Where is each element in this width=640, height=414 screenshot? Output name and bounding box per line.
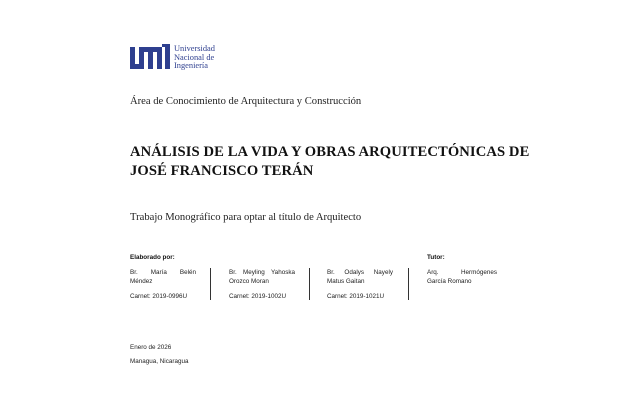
knowledge-area: Área de Conocimiento de Arquitectura y Construcción [130,96,362,107]
logo-line-2: Nacional de [174,52,215,62]
author-name-line-2: Méndez [130,277,153,285]
author-divider [408,268,409,300]
author-name [130,269,196,286]
author-carnet: Carnet: 2019-0996U [130,293,188,301]
document-subtitle: Trabajo Monográfico para optar al título de Arquitecto [130,212,362,223]
title-line-1: ANÁLISIS DE LA VIDA Y OBRAS ARQUITECTÓNICAS DE [130,144,530,160]
author-2 [229,269,295,302]
author-name [229,269,295,286]
tutor-block [427,269,497,286]
author-name-line-2: Orozco Moran [229,277,269,285]
author-name-line-2: Matus Gaitan [327,277,365,285]
tutor-name-line-2: García Romano [427,277,472,285]
author-name [327,269,393,286]
elaborado-label: Elaborado por: [130,254,175,261]
uni-logo-icon [130,44,170,72]
university-logo [130,44,215,72]
document-date: Enero de 2026 [130,344,172,351]
tutor-name-line-1: Arq. Hermógenes [427,269,497,276]
author-carnet: Carnet: 2019-1002U [229,293,287,301]
document-place: Managua, Nicaragua [130,358,189,365]
author-divider [309,268,310,300]
author-name-line-1: Br. Meyling Yahoska [229,269,295,276]
document-title [130,143,550,181]
author-name-line-1: Br. Odalys Nayely [327,269,393,276]
tutor-label: Tutor: [427,254,445,261]
author-1 [130,269,196,302]
author-divider [210,268,211,300]
logo-line-3: Ingeniería [174,61,208,71]
logo-wordmark [174,45,215,71]
author-3 [327,269,393,302]
author-name-line-1: Br. María Belén [130,269,196,276]
title-line-2: JOSÉ FRANCISCO TERÁN [130,163,314,179]
author-carnet: Carnet: 2019-1021U [327,293,385,301]
logo-line-1: Universidad [174,44,215,54]
